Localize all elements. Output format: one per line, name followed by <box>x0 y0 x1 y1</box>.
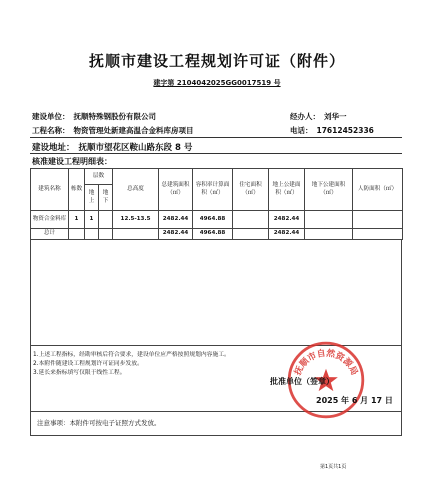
cell-floors-above: 1 <box>85 211 99 229</box>
total-empty-4 <box>113 229 159 240</box>
page-number: 第1页共1页 <box>320 464 347 470</box>
total-far-area: 4964.88 <box>193 229 233 240</box>
cell-far-area: 4964.88 <box>193 211 233 229</box>
blank-area <box>30 240 402 346</box>
cell-residential-area <box>233 211 269 229</box>
document-title: 抚顺市建设工程规划许可证（附件） <box>88 52 345 70</box>
header-building-count: 栋数 <box>69 169 85 211</box>
header-civil-defense-area: 人防面积（㎡） <box>353 169 403 211</box>
cell-floors-below <box>99 211 113 229</box>
cell-height: 12.5-13.5 <box>113 211 159 229</box>
header-below-ground-area: 地下公建面积（㎡） <box>305 169 353 211</box>
project-details-table <box>30 168 403 240</box>
total-above-ground-area: 2482.44 <box>269 229 305 240</box>
address-label: 建设地址： <box>32 143 75 153</box>
cell-civil-defense-area <box>353 211 403 229</box>
header-residential-area: 住宅面积（㎡） <box>233 169 269 211</box>
total-total-area: 2482.44 <box>159 229 193 240</box>
cell-name: 物资合金料库 <box>31 211 69 229</box>
header-total-area: 总建筑面积（㎡） <box>159 169 193 211</box>
header-floors-below: 地下 <box>99 185 113 211</box>
cell-building-count: 1 <box>69 211 85 229</box>
project-row <box>32 125 194 136</box>
note-1: 1.上述工程指标，经勘审核后符合要求，建设单位应严格按照规划内容施工。 <box>33 352 230 358</box>
project-label: 工程名称： <box>32 126 70 135</box>
project-value: 物资管理处新建高温合金料库房项目 <box>73 126 194 135</box>
header-name: 建筑名称 <box>31 169 69 211</box>
total-label: 总计 <box>31 229 69 240</box>
applicant-value: 抚顺特殊钢股份有限公司 <box>73 112 156 121</box>
divider-bottom <box>30 153 402 154</box>
cell-total-area: 2482.44 <box>159 211 193 229</box>
applicant-row <box>32 111 156 122</box>
table-row <box>31 211 403 229</box>
header-floors-above: 地上 <box>85 185 99 211</box>
cell-above-ground-area: 2482.44 <box>269 211 305 229</box>
total-empty-5 <box>233 229 269 240</box>
header-above-ground-area: 地上公建面积（㎡） <box>269 169 305 211</box>
address-value: 抚顺市望花区鞍山路东段 8 号 <box>78 143 193 153</box>
cell-below-ground-area <box>305 211 353 229</box>
total-empty-1 <box>69 229 85 240</box>
footer-note: 注意事项：本附件可按电子证照方式发放。 <box>37 419 161 427</box>
certificate-number: 建字第 2104042025GG0017519 号 <box>153 79 281 87</box>
agent-value: 刘华一 <box>324 112 347 121</box>
address-row <box>32 141 192 153</box>
applicant-label: 建设单位： <box>32 112 70 121</box>
agent-row <box>290 111 347 122</box>
header-height: 总高度 <box>113 169 159 211</box>
total-empty-7 <box>353 229 403 240</box>
total-empty-6 <box>305 229 353 240</box>
note-2: 2.本附件随建设工程规划许可证同步发放。 <box>33 361 143 367</box>
seal-text: 抚顺市自然资源局 <box>293 348 359 378</box>
header-floors: 层数 <box>85 169 113 185</box>
divider-top <box>30 137 402 138</box>
table-header-row <box>31 169 403 185</box>
approval-label: 批准单位（签章） <box>270 377 334 386</box>
header-far-area: 容积率计算面积（㎡） <box>193 169 233 211</box>
footer-box <box>30 412 402 436</box>
phone-row <box>290 125 374 136</box>
total-empty-2 <box>85 229 99 240</box>
note-3: 3.延长来指标填写仅限于线性工程。 <box>33 370 126 376</box>
table-heading: 核准建设工程明细表： <box>32 157 112 166</box>
table-total-row <box>31 229 403 240</box>
total-empty-3 <box>99 229 113 240</box>
phone-label: 电话： <box>290 126 313 135</box>
approval-date: 2025 年 6 月 17 日 <box>316 396 393 405</box>
agent-label: 经办人： <box>290 112 320 121</box>
phone-value: 17612452336 <box>316 126 374 135</box>
